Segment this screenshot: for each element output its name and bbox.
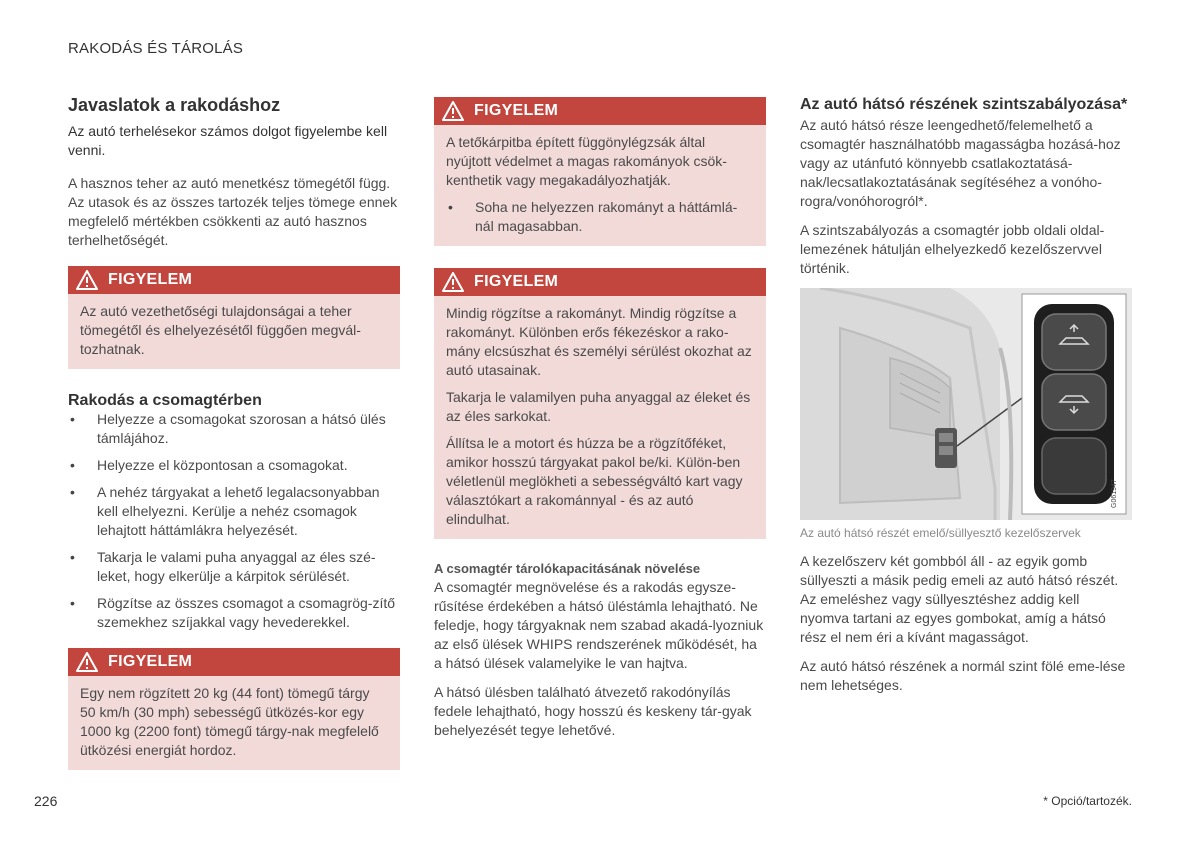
list-item: • Helyezze el központosan a csomagokat. — [68, 456, 400, 475]
section-title: Az autó hátsó részének szintszabályozása* — [800, 96, 1128, 113]
bullet-list — [68, 410, 400, 632]
paragraph: A kezelőszerv két gombból áll - az egyik gomb süllyeszti a másik pedig emeli az autó hátsó részét. Az emeléshez vagy süllyesztéshez addig kell nyomva tartani az egyes gombokat, amíg a hátsó rész el nem éri a kívánt magasságot. — [800, 553, 1119, 645]
warning-triangle-icon — [442, 272, 464, 292]
warning-box — [434, 268, 766, 539]
subsection-title: A csomagtér tárolókapacitásának növelése — [434, 561, 701, 576]
warning-text: A tetőkárpitba épített függönylégzsák által nyújtott védelmet a magas rakományok csök-kenthetik vagy megakadályozhatják. — [446, 134, 727, 188]
warning-text: Az autó vezethetőségi tulajdonságai a teher tömegétől és elhelyezésétől függően megvál-tozhatnak. — [80, 303, 361, 357]
paragraph: A hátsó ülésben található átvezető rakodónyílás fedele lehajtható, hogy hosszú és keskeny tár-gyak behelyezését tegye lehetővé. — [434, 684, 752, 738]
paragraph: Az autó hátsó részének a normál szint fölé eme-lése nem lehetséges. — [800, 658, 1126, 693]
subsection-title: Rakodás a csomagtérben — [68, 392, 262, 409]
warning-box — [68, 648, 400, 770]
warning-header — [68, 648, 400, 676]
warning-text: Egy nem rögzített 20 kg (44 font) tömegű tárgy 50 km/h (30 mph) sebességű ütközés-kor egy 1000 kg (2200 font) tömegű tárgy-nak megfelelő ütközési energiát hordoz. — [80, 685, 379, 758]
paragraph: A csomagtér megnövelése és a rakodás egysze-rűsítése érdekében a hátsó üléstámla lehajtható. Ne feledje, hogy tárgyaknak nem szabad akadá-lyozniuk az első ülések WHIPS rendszerének működését, ha a hátsó ülések valamelyike le van hajtva. — [434, 579, 764, 671]
trunk-control-illustration — [800, 288, 1132, 520]
paragraph: Az autó hátsó része leengedhető/felemelhető a csomagtér használhatóbb magasságba hozásá-hoz vagy az utánfutó könnyebb csatlakoztatásá-nak/lecsatlakoztatásának segítéséhez a vonóho-rogra/vonóhorogról*. — [800, 117, 1121, 209]
column-2 — [434, 95, 766, 750]
warning-text: Mindig rögzítse a rakományt. Mindig rögzítse a rakományt. Különben erős fékezéskor a rako-mány elcsúszhat és személyi sérülést okozhat az autó utasainak. — [446, 305, 752, 378]
warning-triangle-icon — [442, 101, 464, 121]
warning-triangle-icon — [76, 652, 98, 672]
warning-header — [434, 268, 766, 296]
paragraph: A szintszabályozás a csomagtér jobb oldali oldal-lemezének hátulján elhelyezkedő kezelőszervvel történik. — [800, 222, 1105, 276]
list-item: • Takarja le valami puha anyaggal az éles szé-leket, hogy elkerülje a kárpitok sérülését. — [68, 548, 400, 586]
column-1 — [68, 95, 400, 792]
intro-paragraph: Az autó terhelésekor számos dolgot figyelembe kell venni. — [68, 123, 388, 158]
list-item: • Helyezze a csomagokat szorosan a hátsó ülés támlájához. — [68, 410, 400, 448]
warning-header — [68, 266, 400, 294]
footnote: * Opció/tartozék. — [1043, 794, 1132, 808]
warning-text: Takarja le valamilyen puha anyaggal az éleket és az éles sarkokat. — [446, 389, 751, 424]
figure-code: G061947 — [1111, 479, 1118, 508]
warning-header — [434, 97, 766, 125]
warning-title: FIGYELEM — [474, 102, 559, 119]
list-item: • Rögzítse az összes csomagot a csomagrög-zítő szemekhez szíjakkal vagy hevederekkel. — [68, 594, 400, 632]
list-item: • Soha ne helyezzen rakományt a háttámlá-nál magasabban. — [446, 198, 754, 236]
list-item: • A nehéz tárgyakat a lehető legalacsonyabban kell elhelyezni. Kerülje a nehéz csomagok lehajtott háttámlákra helyezését. — [68, 483, 400, 540]
section-header: RAKODÁS ÉS TÁROLÁS — [68, 40, 244, 57]
paragraph: A hasznos teher az autó menetkész tömegétől függ. Az utasok és az összes tartozék teljes tömege ennek megfelelő mértékben csökkenti az autó hasznos terhelhetőségét. — [68, 175, 398, 248]
warning-title: FIGYELEM — [108, 653, 193, 670]
page-number: 226 — [34, 793, 58, 809]
warning-box — [68, 266, 400, 369]
section-title: Javaslatok a rakodáshoz — [68, 95, 281, 115]
warning-triangle-icon — [76, 270, 98, 290]
figure-caption: Az autó hátsó részét emelő/süllyesztő kezelőszervek — [800, 526, 1081, 540]
bullet-list — [446, 198, 754, 236]
warning-title: FIGYELEM — [108, 271, 193, 288]
warning-text: Állítsa le a motort és húzza be a rögzítőféket, amikor hosszú tárgyakat pakol be/ki. Külön-ben véletlenül meglökheti a sebességváltó kart vagy választókart a rakománnyal - és az autó elindulhat. — [446, 435, 743, 527]
column-3 — [800, 95, 1132, 705]
warning-title: FIGYELEM — [474, 273, 559, 290]
trunk-illustration-svg — [800, 288, 1132, 520]
warning-box — [434, 97, 766, 246]
